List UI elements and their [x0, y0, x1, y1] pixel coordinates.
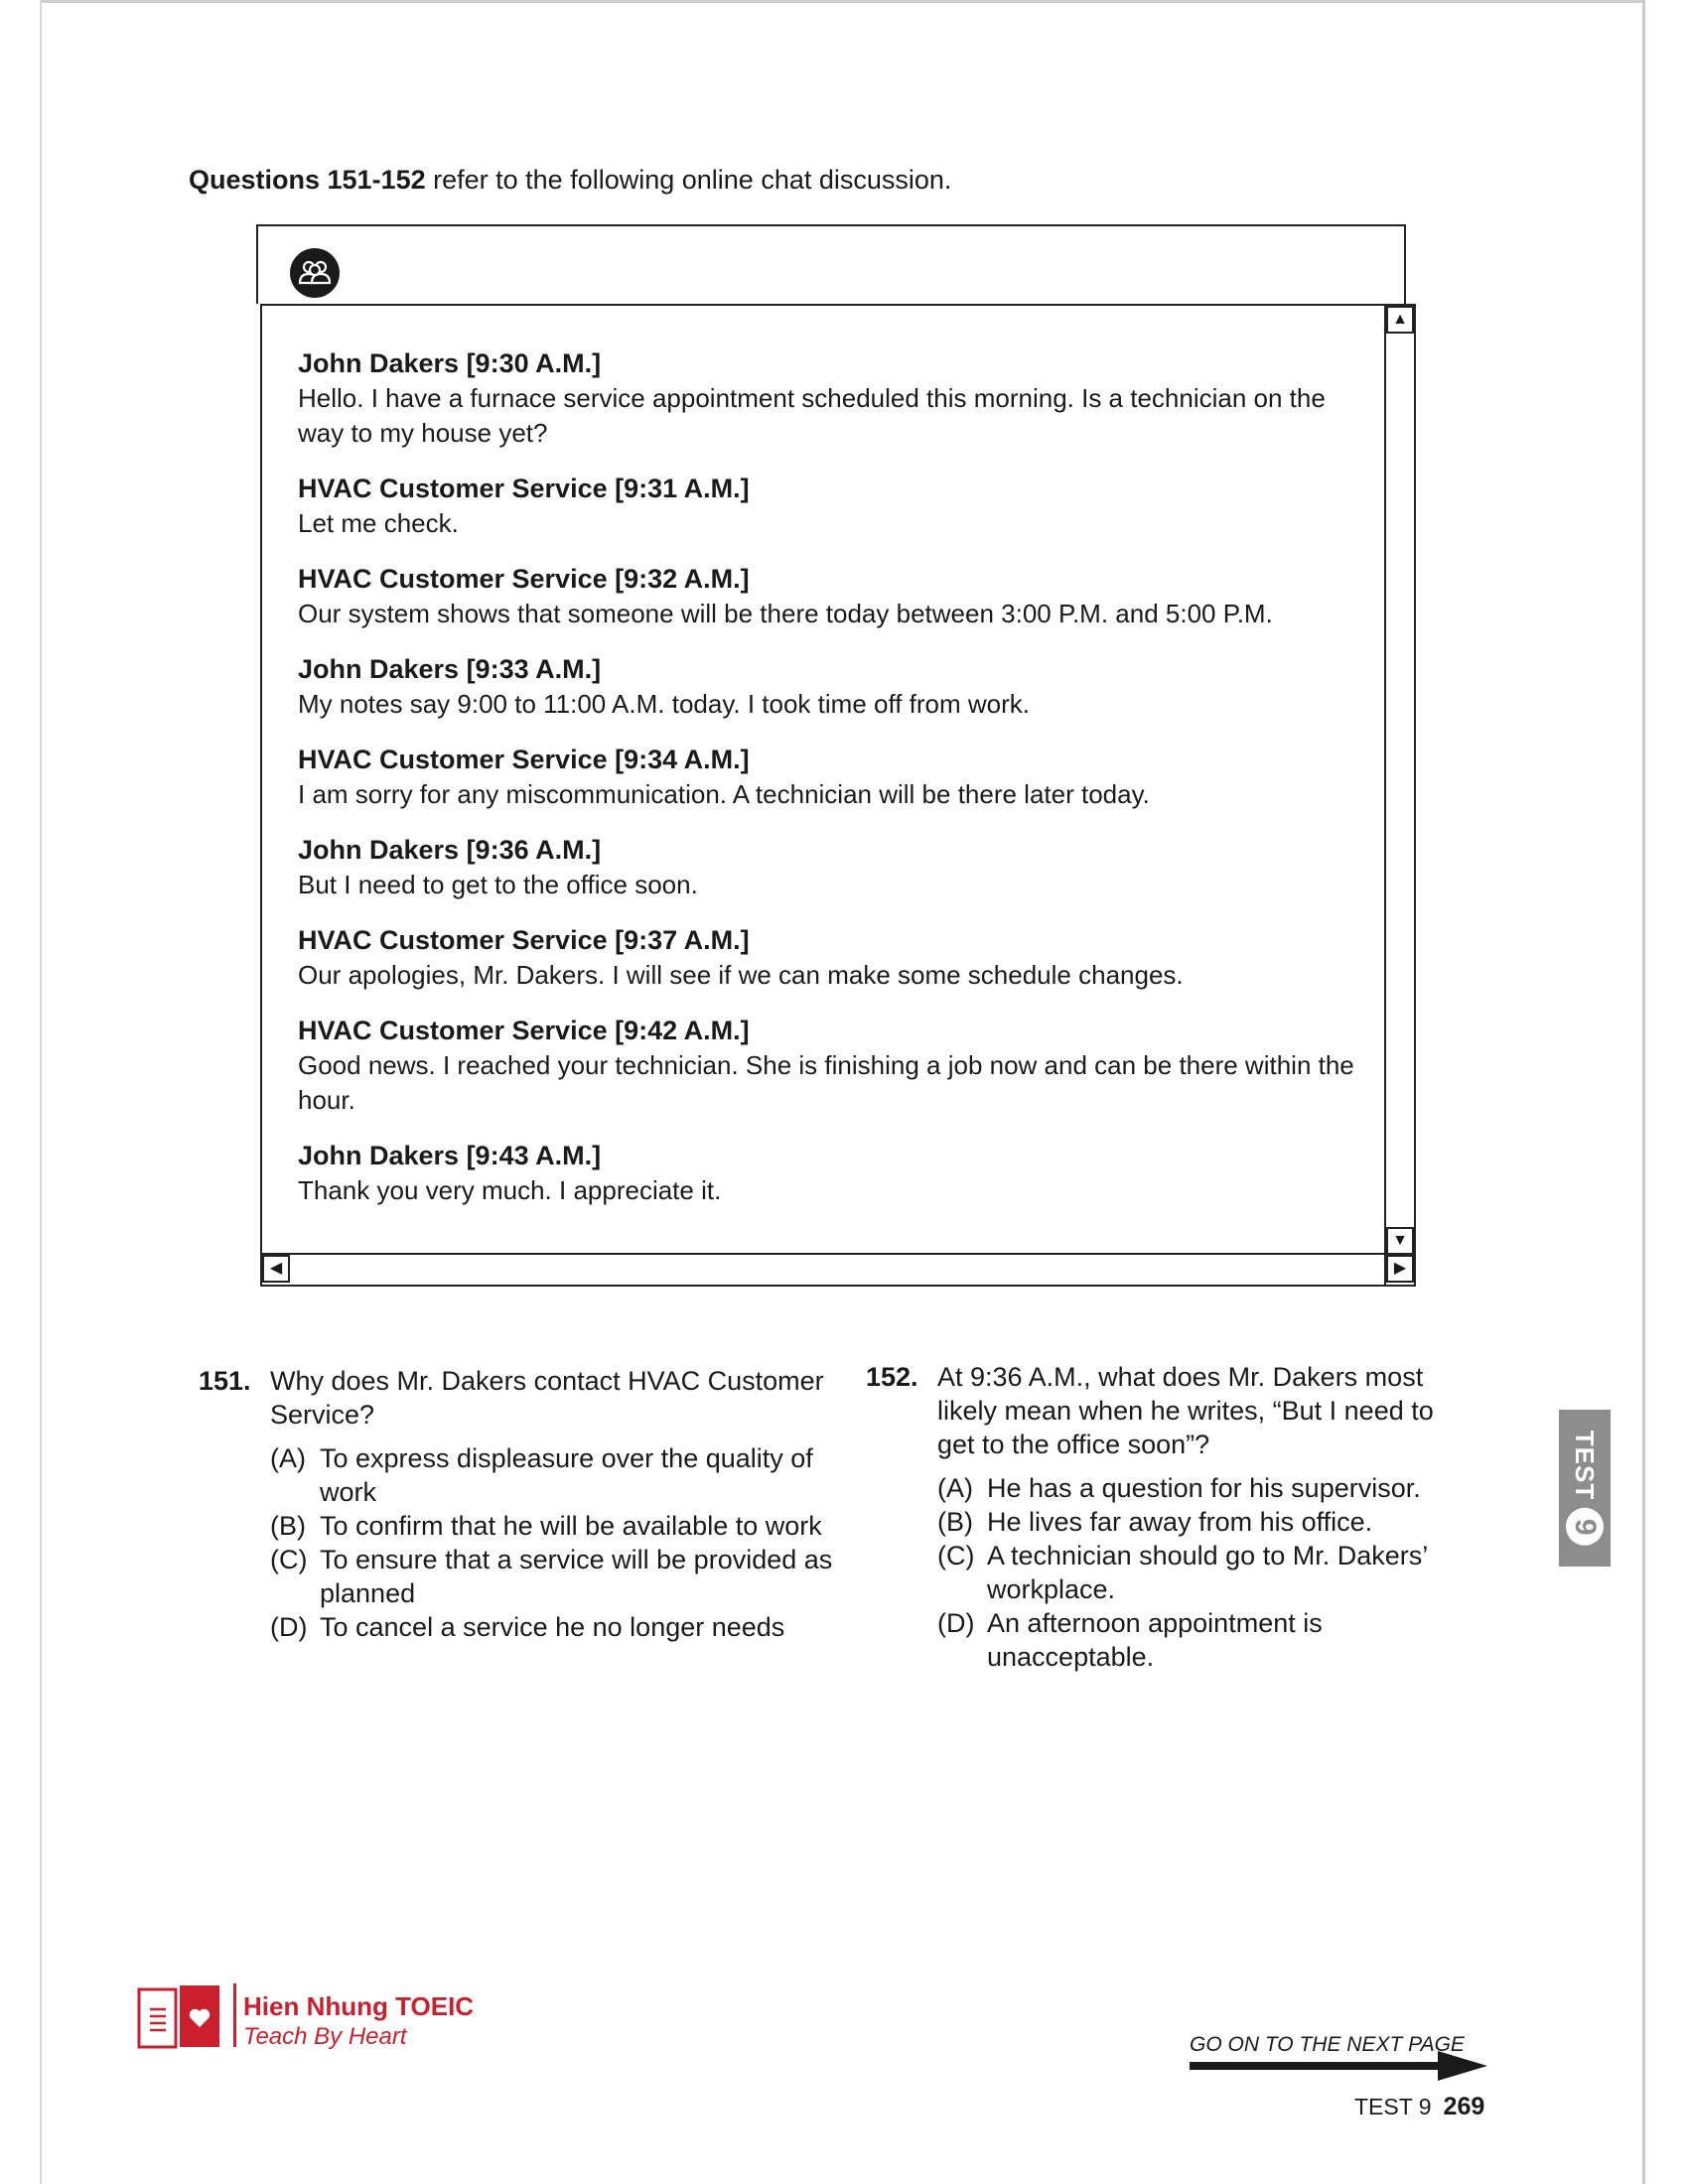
horizontal-scrollbar[interactable] — [262, 1253, 1414, 1285]
question-stem: Why does Mr. Dakers contact HVAC Customer Service? — [270, 1366, 824, 1430]
group-users-icon — [290, 248, 340, 298]
chat-message — [298, 742, 1360, 812]
message-text: My notes say 9:00 to 11:00 A.M. today. I took time off from work. — [298, 689, 1031, 719]
answer-option[interactable] — [937, 1505, 1462, 1539]
question-152 — [866, 1360, 1462, 1674]
option-label: (D) — [270, 1612, 308, 1642]
message-sender: HVAC Customer Service [9:37 A.M.] — [298, 925, 750, 955]
option-label: (C) — [270, 1545, 308, 1574]
chat-message — [298, 1138, 1360, 1208]
page-edge-right — [1642, 0, 1645, 2184]
question-number: 152. — [866, 1362, 918, 1392]
questions-range: Questions 151-152 — [189, 165, 426, 195]
message-text: Thank you very much. I appreciate it. — [298, 1175, 722, 1205]
answer-options — [937, 1471, 1462, 1674]
option-text: He lives far away from his office. — [987, 1507, 1373, 1537]
option-label: (C) — [937, 1541, 975, 1570]
answer-option[interactable] — [937, 1606, 1462, 1674]
next-page-label: GO ON TO THE NEXT PAGE — [1190, 2033, 1465, 2056]
page-edge-left — [40, 0, 42, 2184]
test-tab — [1559, 1410, 1611, 1567]
option-text: An afternoon appointment is unacceptable. — [987, 1608, 1323, 1672]
message-sender: John Dakers [9:43 A.M.] — [298, 1141, 602, 1170]
chat-window — [260, 304, 1416, 1287]
answer-option[interactable] — [270, 1441, 834, 1509]
answer-options — [270, 1441, 834, 1644]
question-151 — [199, 1364, 834, 1644]
message-sender: John Dakers [9:36 A.M.] — [298, 835, 602, 865]
logo-divider — [233, 1983, 236, 2047]
page-footer — [1354, 2093, 1484, 2121]
option-label: (A) — [937, 1473, 973, 1503]
message-text: Let me check. — [298, 508, 459, 538]
arrow-down-icon[interactable]: ▼ — [1386, 1227, 1414, 1255]
page-edge-top — [40, 0, 1642, 3]
message-text: Good news. I reached your technician. She is finishing a job now and can be there within the hour. — [298, 1050, 1354, 1115]
arrow-left-icon[interactable]: ◀ — [262, 1255, 290, 1283]
intro-text: refer to the following online chat discussion. — [425, 165, 952, 195]
arrow-right-icon[interactable]: ▶ — [1386, 1255, 1414, 1283]
book-heart-icon — [136, 1981, 225, 2051]
option-label: (B) — [270, 1511, 306, 1541]
message-text: But I need to get to the office soon. — [298, 870, 698, 899]
message-sender: John Dakers [9:30 A.M.] — [298, 348, 602, 378]
answer-option[interactable] — [937, 1539, 1462, 1606]
chat-message — [298, 561, 1360, 631]
chat-message — [298, 1013, 1360, 1118]
chat-message — [298, 922, 1360, 993]
option-text: To express displeasure over the quality of work — [320, 1443, 813, 1507]
chat-message — [298, 651, 1360, 722]
option-text: To ensure that a service will be provided as planned — [320, 1545, 833, 1608]
answer-option[interactable] — [270, 1543, 834, 1610]
message-text: Hello. I have a furnace service appointment scheduled this morning. Is a technician on the way to my house yet? — [298, 383, 1326, 448]
footer-test-label: TEST 9 — [1354, 2094, 1432, 2119]
option-label: (D) — [937, 1608, 975, 1638]
message-sender: HVAC Customer Service [9:31 A.M.] — [298, 474, 750, 503]
message-text: I am sorry for any miscommunication. A technician will be there later today. — [298, 779, 1150, 809]
message-text: Our apologies, Mr. Dakers. I will see if we can make some schedule changes. — [298, 960, 1184, 990]
tab-number: 9 — [1566, 1508, 1604, 1546]
questions-intro — [189, 165, 951, 196]
brand-logo — [136, 1981, 475, 2055]
option-label: (A) — [270, 1443, 306, 1473]
option-text: A technician should go to Mr. Dakers’ workplace. — [987, 1541, 1428, 1604]
question-stem: At 9:36 A.M., what does Mr. Dakers most likely mean when he writes, “But I need to get to the office soon”? — [937, 1362, 1434, 1459]
question-number: 151. — [199, 1366, 251, 1396]
answer-option[interactable] — [270, 1509, 834, 1543]
answer-option[interactable] — [270, 1610, 834, 1644]
chat-header — [256, 224, 1406, 304]
vertical-scrollbar[interactable] — [1384, 306, 1414, 1285]
page-number: 269 — [1443, 2093, 1485, 2120]
tab-word: TEST — [1570, 1430, 1601, 1501]
option-label: (B) — [937, 1507, 973, 1537]
message-sender: John Dakers [9:33 A.M.] — [298, 654, 602, 684]
chat-message — [298, 471, 1360, 541]
message-text: Our system shows that someone will be there today between 3:00 P.M. and 5:00 P.M. — [298, 599, 1273, 628]
option-text: To confirm that he will be available to work — [320, 1511, 822, 1541]
logo-name: Hien Nhung TOEIC — [243, 1991, 475, 2021]
option-text: To cancel a service he no longer needs — [320, 1612, 785, 1642]
chat-message — [298, 345, 1360, 451]
arrow-up-icon[interactable]: ▲ — [1386, 306, 1414, 334]
answer-option[interactable] — [937, 1471, 1462, 1505]
message-sender: HVAC Customer Service [9:34 A.M.] — [298, 745, 750, 774]
chat-message — [298, 832, 1360, 902]
option-text: He has a question for his supervisor. — [987, 1473, 1421, 1503]
logo-tagline: Teach By Heart — [243, 2023, 407, 2050]
arrow-right-icon — [1190, 2051, 1487, 2081]
chat-messages — [298, 345, 1360, 1228]
message-sender: HVAC Customer Service [9:42 A.M.] — [298, 1016, 750, 1045]
message-sender: HVAC Customer Service [9:32 A.M.] — [298, 564, 750, 594]
